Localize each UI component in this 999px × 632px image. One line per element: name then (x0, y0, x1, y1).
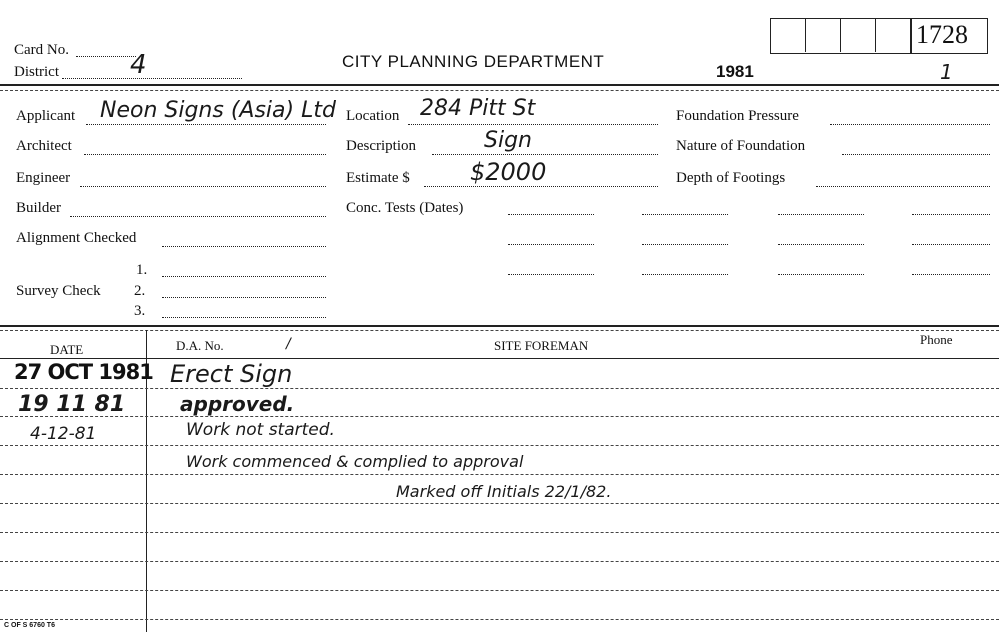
architect-label: Architect (16, 138, 72, 154)
department-title: CITY PLANNING DEPARTMENT (342, 52, 605, 71)
applicant-value: Neon Signs (Asia) Ltd (100, 98, 336, 123)
year: 1981 (716, 62, 754, 81)
phone-header: Phone (920, 332, 953, 347)
card-no-label: Card No. (14, 42, 69, 58)
applicant-line (86, 124, 326, 125)
entry-date: 27 OCT 1981 (14, 360, 153, 384)
table-row-line (0, 503, 999, 504)
nature-foundation-label: Nature of Foundation (676, 138, 806, 154)
survey-line-1 (162, 276, 326, 277)
conc-test-line (778, 244, 864, 245)
conc-test-line (912, 274, 990, 275)
entry-note: approved. (180, 392, 295, 416)
estimate-line (424, 186, 658, 187)
entry-date: 19 11 81 (18, 392, 126, 417)
depth-footings-label: Depth of Footings (676, 170, 786, 186)
engineer-line (80, 186, 326, 187)
applicant-label: Applicant (16, 108, 76, 124)
conc-test-line (778, 214, 864, 215)
conc-test-line (508, 244, 594, 245)
survey-number: 3. (134, 303, 146, 319)
conc-test-line (778, 274, 864, 275)
description-label: Description (346, 138, 416, 154)
builder-label: Builder (16, 200, 61, 216)
conc-test-line (642, 244, 728, 245)
card-number: 1728 (916, 20, 968, 49)
location-label: Location (346, 108, 400, 124)
site-foreman-header: SITE FOREMAN (494, 338, 589, 353)
survey-line-2 (162, 297, 326, 298)
extra-note: Work commenced & complied to approval (186, 452, 524, 471)
conc-test-line (642, 214, 728, 215)
card-number-boxes (770, 18, 912, 54)
conc-test-line (508, 274, 594, 275)
table-row-line (0, 619, 999, 620)
table-row-line (0, 561, 999, 562)
district-line (62, 78, 242, 79)
conc-test-line (912, 244, 990, 245)
depth-footings-line (816, 186, 990, 187)
nature-foundation-line (842, 154, 990, 155)
builder-line (70, 216, 326, 217)
header-rule-dashed (0, 90, 999, 91)
table-row-line (0, 590, 999, 591)
table-top-rule (0, 325, 999, 327)
entry-note: Work not started. (186, 420, 335, 440)
da-no-label: D.A. No. (176, 338, 224, 353)
table-row-line (0, 445, 999, 446)
estimate-value: $2000 (470, 158, 547, 186)
alignment-line (162, 246, 326, 247)
district-label: District (14, 64, 59, 80)
table-row-line (0, 532, 999, 533)
estimate-label: Estimate $ (346, 170, 410, 186)
description-line (432, 154, 658, 155)
survey-number: 2. (134, 283, 146, 299)
box-divider (840, 18, 841, 52)
conc-tests-label: Conc. Tests (Dates) (346, 200, 464, 216)
alignment-label: Alignment Checked (16, 230, 137, 246)
table-top-rule-dashed (0, 330, 999, 331)
architect-line (84, 154, 326, 155)
survey-line-3 (162, 317, 326, 318)
da-no-value: / (286, 336, 291, 352)
box-divider (805, 18, 806, 52)
conc-test-line (912, 214, 990, 215)
description-value: Sign (484, 128, 532, 153)
header-rule (0, 84, 999, 86)
survey-label: Survey Check (16, 283, 101, 299)
table-row-line (0, 388, 999, 389)
table-row-line (0, 474, 999, 475)
entry-date: 4-12-81 (30, 424, 97, 444)
date-header: DATE (50, 342, 84, 357)
location-value: 284 Pitt St (420, 96, 536, 121)
box-divider (875, 18, 876, 52)
form-code: C OF S 6760 T6 (4, 622, 55, 629)
survey-number: 1. (136, 262, 148, 278)
location-line (408, 124, 658, 125)
year-suffix: 1 (940, 60, 953, 84)
conc-test-line (642, 274, 728, 275)
entry-note: Erect Sign (170, 360, 293, 388)
card-no-line (76, 56, 136, 57)
foundation-pressure-line (830, 124, 990, 125)
table-row-line (0, 416, 999, 417)
table-header-rule (0, 358, 999, 359)
district-value: 4 (130, 50, 147, 80)
extra-note: Marked off Initials 22/1/82. (396, 482, 612, 501)
foundation-pressure-label: Foundation Pressure (676, 108, 799, 124)
conc-test-line (508, 214, 594, 215)
engineer-label: Engineer (16, 170, 71, 186)
